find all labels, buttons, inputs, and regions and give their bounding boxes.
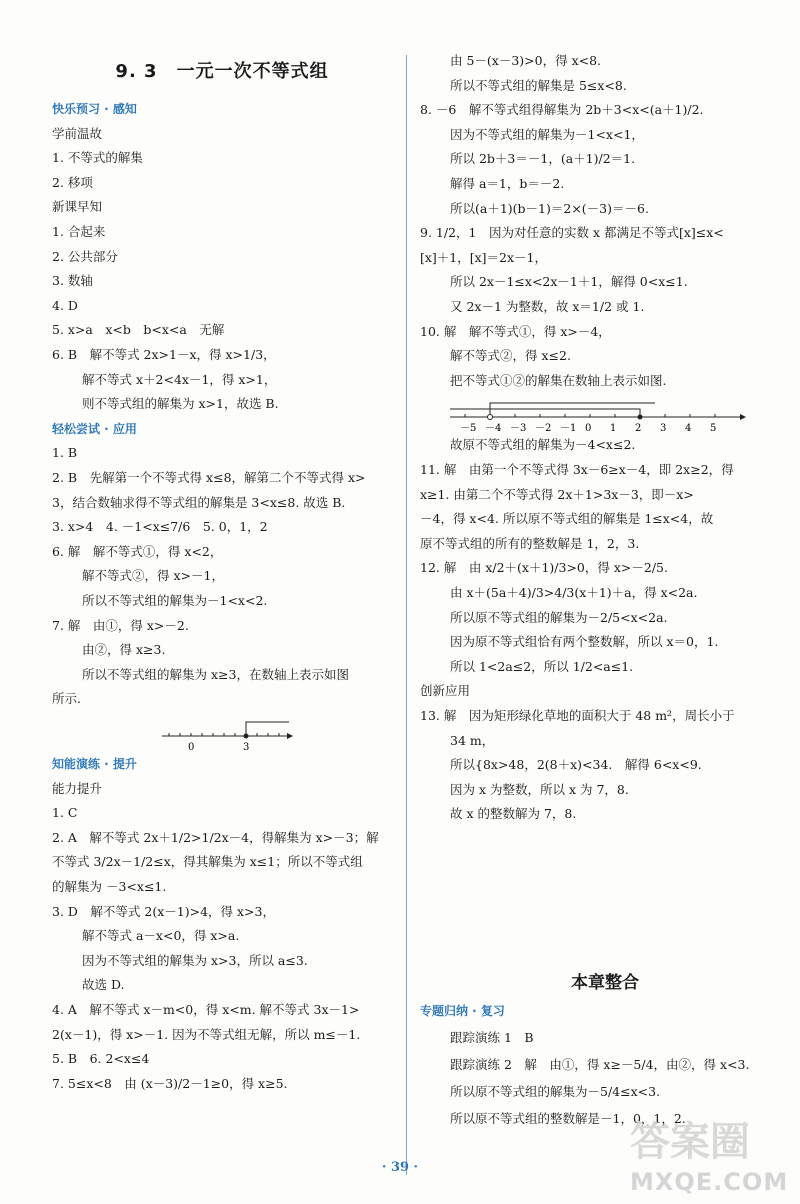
text-line: 7. 5≤x<8 由 (x－3)/2－1≥0，得 x≥5. xyxy=(52,1075,288,1091)
tick-label: 1 xyxy=(610,423,617,435)
text-line: 10. 解 解不等式①，得 x>－4， xyxy=(420,323,611,339)
subsection-heading: 创新应用 xyxy=(420,683,471,699)
subsection-heading: 能力提升 xyxy=(52,780,103,796)
tick-label: －2 xyxy=(535,423,552,435)
text-line: 解不等式②，得 x>－1， xyxy=(82,568,224,584)
number-line-q10 xyxy=(450,399,750,435)
tick-label: 3 xyxy=(660,423,667,435)
tick-label: 5 xyxy=(710,423,717,435)
tick-label: －4 xyxy=(485,423,502,435)
text-line: 由 5－(x－3)>0，得 x<8. xyxy=(450,53,602,68)
section-heading: 轻松尝试 · 应用 xyxy=(52,421,137,436)
tick-label: 4 xyxy=(685,423,692,435)
text-line: 则不等式组的解集为 x>1，故选 B. xyxy=(82,396,279,412)
text-line: 2. 移项 xyxy=(52,174,93,190)
text-line: 7. 解 由①，得 x>－2. xyxy=(52,617,189,633)
text-line: 解不等式②，得 x≤2. xyxy=(450,348,571,364)
text-line: 1. 合起来 xyxy=(52,224,106,239)
text-line: 所以{8x>48，2(8＋x)<34. 解得 6<x<9. xyxy=(450,757,702,773)
tick-label: 3 xyxy=(243,742,250,752)
text-line: 3. D 解不等式 2(x－1)>4，得 x>3， xyxy=(52,903,275,919)
text-line: 因为不等式组的解集为 x>3，所以 a≤3. xyxy=(82,952,308,968)
axis-arrow xyxy=(287,733,293,739)
page-title: 9. 3 一元一次不等式组 xyxy=(115,61,329,82)
text-line: 的解集为 －3<x≤1. xyxy=(52,879,167,894)
tick-label: －1 xyxy=(560,423,577,435)
text-line: 所以 1<2a≤2，所以 1/2<a≤1. xyxy=(450,658,634,674)
text-line: 所示. xyxy=(52,691,81,707)
solution-bracket-2 xyxy=(450,409,640,417)
tick-label: －3 xyxy=(510,423,527,435)
text-line: 1. 不等式的解集 xyxy=(52,150,143,166)
column-divider xyxy=(406,55,407,1175)
text-line: 所以原不等式组的解集为－5/4≤x<3. xyxy=(450,1084,661,1099)
text-line: 2. B 先解第一个不等式得 x≤8，解第二个不等式得 x> xyxy=(52,470,366,485)
page-number: · 39 · xyxy=(381,1160,419,1175)
closed-point xyxy=(638,415,643,420)
text-line: 所以原不等式组的整数解是－1，0，1，2. xyxy=(450,1111,686,1126)
text-line: 6. B 解不等式 2x>1－x，得 x>1/3， xyxy=(52,347,276,362)
text-line: 跟踪演练 2 解 由①，得 x≥－5/4，由②，得 x<3. xyxy=(450,1057,750,1072)
text-line: 解不等式 x＋2<4x－1，得 x>1， xyxy=(82,371,277,387)
section-heading: 专题归纳 · 复习 xyxy=(420,1004,505,1018)
text-line: 3. 数轴 xyxy=(52,273,93,289)
text-line: 不等式 3/2x－1/2≤x，得其解集为 x≤1；所以不等式组 xyxy=(52,854,363,870)
text-line: 所以 2x－1≤x<2x－1＋1，解得 0<x≤1. xyxy=(450,274,688,290)
subsection-heading: 学前温故 xyxy=(52,125,103,141)
text-line: 1. C xyxy=(52,805,78,821)
section-heading: 快乐预习 · 感知 xyxy=(52,102,137,116)
chapter-title: 本章整合 xyxy=(571,973,639,993)
tick-label: －5 xyxy=(460,423,477,435)
text-line: 4. A 解不等式 x－m<0，得 x<m. 解不等式 3x－1> xyxy=(52,1002,360,1017)
number-line-q7 xyxy=(157,718,297,752)
tick-label: 0 xyxy=(585,423,592,435)
closed-point xyxy=(244,734,249,739)
text-line: 1. B xyxy=(52,445,78,461)
watermark-logo: 答案圈 xyxy=(630,1119,750,1165)
text-line: 故选 D. xyxy=(82,977,125,993)
text-line: 5. x>a x<b b<x<a 无解 xyxy=(52,322,225,338)
text-line: 2(x－1)，得 x>－1. 因为不等式组无解，所以 m≤－1. xyxy=(52,1026,361,1042)
text-line: 因为原不等式组恰有两个整数解，所以 x＝0，1. xyxy=(450,634,719,650)
text-line: 解得 a＝1，b＝－2. xyxy=(450,176,565,191)
text-line: 由 x＋(5a＋4)/3>4/3(x＋1)＋a，得 x<2a. xyxy=(450,585,698,600)
text-line: 12. 解 由 x/2＋(x＋1)/3>0，得 x>－2/5. xyxy=(420,560,668,576)
open-point xyxy=(488,415,493,420)
section-heading: 知能演练 · 提升 xyxy=(52,757,137,771)
text-line: 3，结合数轴求得不等式组的解集是 3<x≤8. 故选 B. xyxy=(52,494,346,510)
text-line: 34 m， xyxy=(450,732,495,748)
tick-label: 0 xyxy=(188,742,195,752)
text-line: 3. x>4 4. －1<x≤7/6 5. 0，1，2 xyxy=(52,519,268,535)
watermark-url: MXQE.COM xyxy=(630,1168,789,1196)
subsection-heading: 新课早知 xyxy=(52,199,103,215)
text-line: 原不等式组的所有的整数解是 1，2，3. xyxy=(420,535,640,551)
text-line: 解不等式 a－x<0，得 x>a. xyxy=(82,928,240,944)
text-line: 所以原不等式组的解集为－2/5<x<2a. xyxy=(450,609,668,625)
text-line: 9. 1/2，1 因为对任意的实数 x 都满足不等式[x]≤x< xyxy=(420,225,724,241)
text-line: 把不等式①②的解集在数轴上表示如图. xyxy=(450,372,667,388)
text-line: 跟踪演练 1 B xyxy=(450,1030,534,1045)
text-line: x≥1. 由第二个不等式得 2x＋1>3x－3，即－x> xyxy=(420,486,694,502)
text-line: 又 2x－1 为整数，故 x＝1/2 或 1. xyxy=(450,299,645,314)
text-line: 2. A 解不等式 2x＋1/2>1/2x－4，得解集为 x>－3；解 xyxy=(52,829,379,845)
text-line: 所以 2b＋3＝－1，(a＋1)/2＝1. xyxy=(450,151,636,167)
text-line: 由②，得 x≥3. xyxy=(82,642,166,658)
text-line: 13. 解 因为矩形绿化草地的面积大于 48 m²，周长小于 xyxy=(420,708,735,723)
text-line: 所以(a＋1)(b－1)＝2×(－3)＝－6. xyxy=(450,200,649,216)
text-line: 4. D xyxy=(52,297,78,313)
text-line: 8. －6 解不等式组得解集为 2b＋3<x<(a＋1)/2. xyxy=(420,102,704,118)
text-line: [x]＋1，[x]＝2x－1， xyxy=(420,249,548,265)
text-line: 因为 x 为整数，所以 x 为 7，8. xyxy=(450,781,629,797)
text-line: 5. B 6. 2<x≤4 xyxy=(52,1051,150,1067)
text-line: 故原不等式组的解集为－4<x≤2. xyxy=(450,437,636,453)
text-line: 故 x 的整数解为 7，8. xyxy=(450,806,577,822)
text-line: 所以不等式组的解集为－1<x<2. xyxy=(82,593,268,608)
text-line: 11. 解 由第一个不等式得 3x－6≥x－4，即 2x≥2，得 xyxy=(420,462,734,477)
text-line: 所以不等式组的解集为 x≥3，在数轴上表示如图 xyxy=(82,666,349,682)
text-line: 因为不等式组的解集为－1<x<1， xyxy=(450,126,644,142)
text-line: 2. 公共部分 xyxy=(52,248,118,264)
text-line: －4，得 x<4. 所以原不等式组的解集是 1≤x<4，故 xyxy=(420,511,714,527)
text-line: 6. 解 解不等式①，得 x<2， xyxy=(52,543,223,559)
axis-arrow xyxy=(740,414,746,420)
text-line: 所以不等式组的解集是 5≤x<8. xyxy=(450,77,627,93)
tick-label: 2 xyxy=(635,423,642,435)
